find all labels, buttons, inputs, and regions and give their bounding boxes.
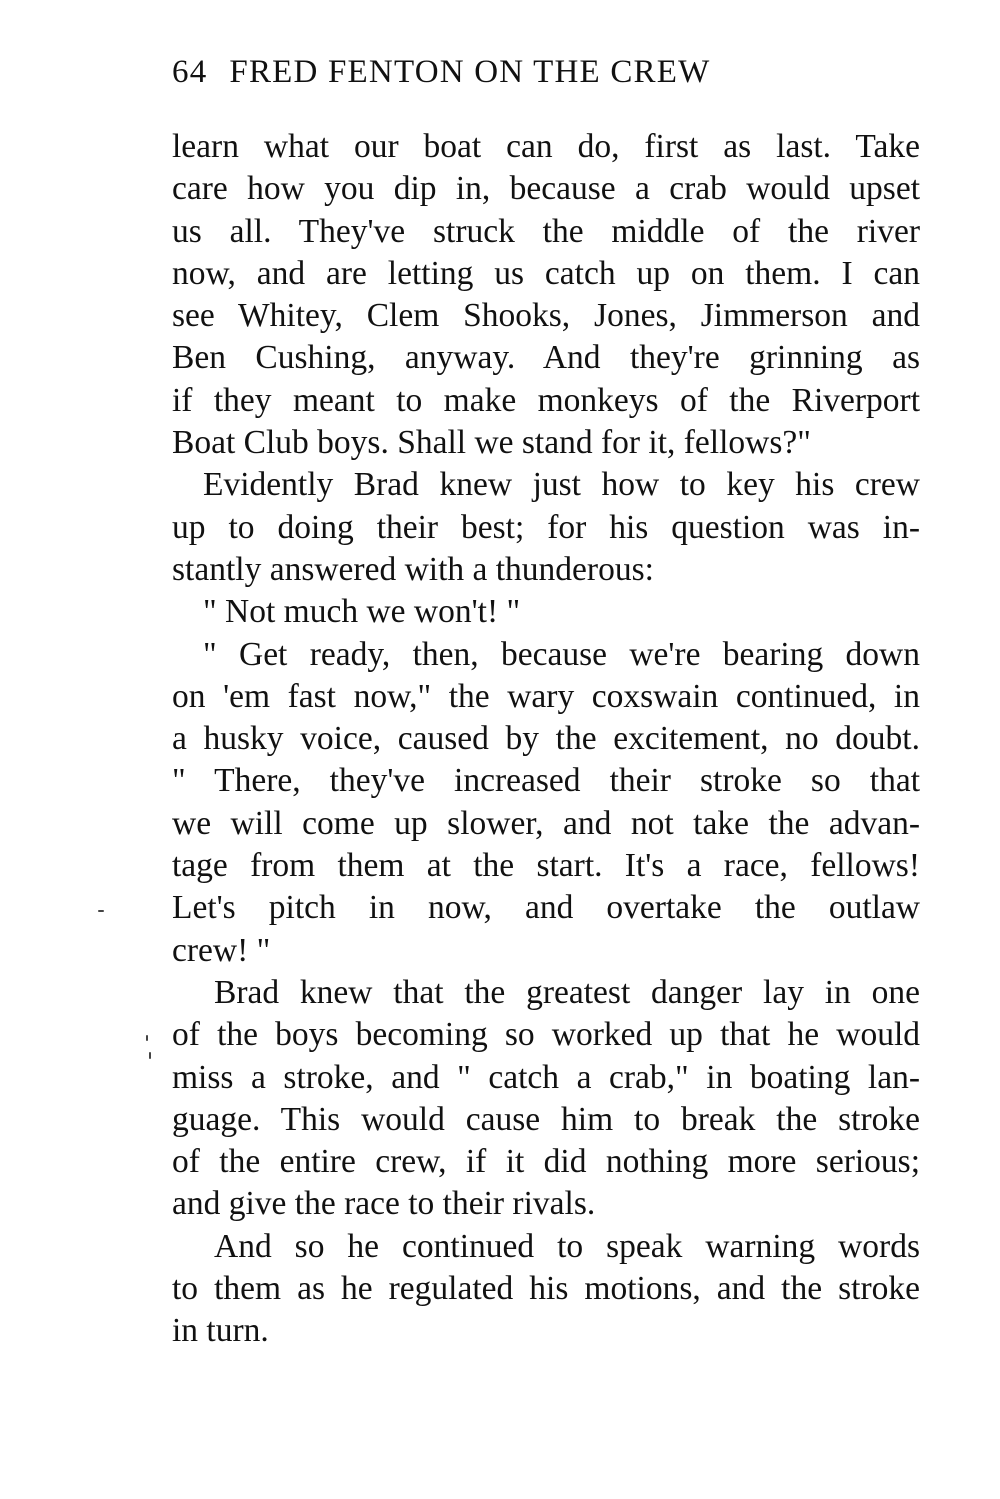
- running-header: [172, 54, 872, 91]
- scan-speck: [98, 910, 104, 912]
- body-text: [172, 126, 920, 1353]
- text-line: a husky voice, caused by the excitement, no doubt.: [172, 720, 920, 758]
- text-line: care how you dip in, because a crab would upset: [172, 170, 920, 208]
- text-line: " Get ready, then, because we're bearing down: [203, 635, 920, 673]
- text-line: on 'em fast now," the wary coxswain continued, in: [172, 677, 920, 715]
- text-line: Let's pitch in now, and overtake the outlaw: [172, 889, 920, 927]
- running-title: FRED FENTON ON THE CREW: [229, 54, 711, 90]
- text-line: crew! ": [172, 931, 271, 969]
- text-line: of the entire crew, if it did nothing more serious;: [172, 1143, 920, 1181]
- text-line: guage. This would cause him to break the stroke: [172, 1100, 920, 1138]
- text-line: we will come up slower, and not take the advan-: [172, 804, 920, 842]
- text-line: to them as he regulated his motions, and the stroke: [172, 1270, 920, 1308]
- page-number: 64: [172, 54, 208, 90]
- text-line: tage from them at the start. It's a race, fellows!: [172, 847, 920, 885]
- text-line: " There, they've increased their stroke so that: [172, 762, 920, 800]
- text-line: Boat Club boys. Shall we stand for it, fellows?": [172, 424, 811, 462]
- text-line: Ben Cushing, anyway. And they're grinning as: [172, 339, 920, 377]
- text-line: stantly answered with a thunderous:: [172, 550, 654, 588]
- text-line: us all. They've struck the middle of the river: [172, 212, 920, 250]
- text-line: see Whitey, Clem Shooks, Jones, Jimmerson and: [172, 297, 920, 335]
- text-line: learn what our boat can do, first as last. Take: [172, 128, 920, 165]
- text-line: and give the race to their rivals.: [172, 1185, 596, 1223]
- text-line: miss a stroke, and " catch a crab," in boating lan-: [172, 1058, 920, 1096]
- text-line: up to doing their best; for his question was in-: [172, 508, 920, 546]
- text-line: in turn.: [172, 1312, 269, 1350]
- text-line: if they meant to make monkeys of the Riverport: [172, 381, 920, 419]
- text-line: now, and are letting us catch up on them. I can: [172, 254, 920, 292]
- scan-speck: [149, 1052, 151, 1059]
- text-line: " Not much we won't! ": [203, 593, 521, 631]
- text-line: Evidently Brad knew just how to key his crew: [203, 466, 920, 504]
- text-line: And so he continued to speak warning words: [214, 1227, 920, 1265]
- text-line: Brad knew that the greatest danger lay in one: [214, 973, 920, 1011]
- scan-speck: [146, 1035, 148, 1041]
- text-line: of the boys becoming so worked up that he would: [172, 1016, 920, 1054]
